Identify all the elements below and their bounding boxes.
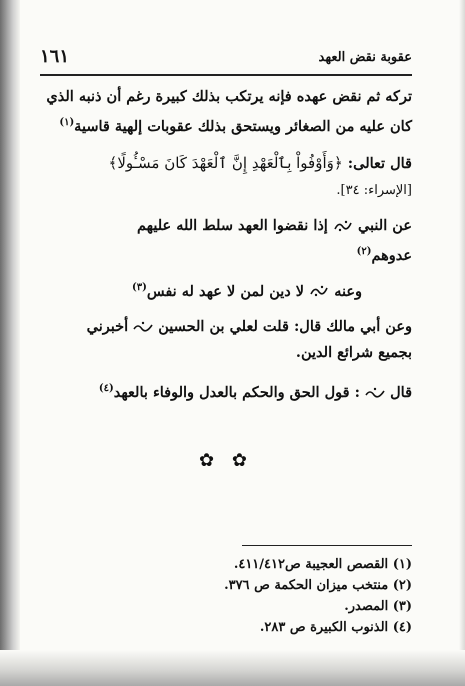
page-bottom-shadow	[0, 650, 465, 686]
footnote-item: (١) القصص العجيبة ص٤١١/٤١٢.	[233, 557, 412, 573]
footnote-item: (٢) منتخب ميزان الحكمة ص ٣٧٦.	[224, 578, 412, 594]
page-content	[40, 44, 412, 638]
quran-reference: [الإسراء: ٣٤].	[336, 182, 412, 198]
paragraph-hadith-2	[40, 275, 412, 305]
footnotes-list	[40, 554, 412, 638]
footnote-divider	[242, 545, 412, 546]
salawat-icon	[333, 219, 353, 233]
alayhi-salam-icon	[365, 386, 385, 400]
page-number: ١٦١	[40, 46, 70, 67]
hadith-1-text: إذا نقضوا العهد سلط الله عليهم	[136, 216, 328, 234]
hadith-3-intro: وعن أبي مالك قال: قلت لعلي بن الحسين	[158, 318, 412, 336]
footnote-ref-1: (١)	[59, 117, 75, 128]
paragraph-quran	[40, 150, 412, 203]
hadith-4-intro: قال	[390, 384, 412, 402]
hadith-1-end: عدوهم	[371, 246, 412, 264]
paragraph-hadith-3	[40, 314, 412, 366]
alayhi-salam-icon	[133, 320, 153, 334]
hadith-3-text: أخبرني	[86, 318, 129, 336]
paragraph-1-line-2: كان عليه من الصغائر ويستحق بذلك عقوبات إلهية قاسية	[74, 117, 412, 135]
footnote-item: (٤) الذنوب الكبيرة ص ٢٨٣.	[259, 620, 412, 636]
hadith-4-text: : قول الحق والحكم بالعدل والوفاء بالعهد	[113, 384, 360, 402]
hadith-2-text: لا دين لمن لا عهد له نفس	[146, 282, 305, 300]
paragraph-1-line-1: تركه ثم نقض عهده فإنه يرتكب بذلك كبيرة رغم أن ذنبه الذي	[46, 88, 412, 105]
hadith-1-intro: عن النبي	[357, 216, 412, 234]
footnote-ref-4: (٤)	[98, 383, 114, 395]
quran-intro: قال تعالى:	[347, 154, 412, 172]
hadith-2-intro: وعنه	[334, 282, 362, 300]
quran-verse: ﴿وَأَوْفُواْ بِٱلْعَهْدِ إِنَّ ٱلْعَهْدَ كَانَ مَسْـُٔولًا﴾	[108, 153, 343, 172]
hadith-3-end: بجميع شرائع الدين.	[295, 344, 412, 362]
paragraph-hadith-1	[40, 213, 412, 269]
paragraph-hadith-4	[40, 376, 412, 406]
section-separator: ✿ ✿	[199, 450, 253, 472]
page-edge	[459, 0, 465, 686]
salawat-icon	[309, 284, 329, 298]
footnote-item: (٣) المصدر.	[344, 599, 412, 615]
chapter-title: عقوبة نقض العهد	[318, 50, 412, 65]
footnote-ref-3: (٣)	[132, 281, 147, 293]
footnote-ref-2: (٢)	[356, 245, 372, 257]
page-spine-shadow	[0, 0, 20, 686]
paragraph-1	[40, 84, 412, 140]
running-header	[40, 44, 412, 76]
